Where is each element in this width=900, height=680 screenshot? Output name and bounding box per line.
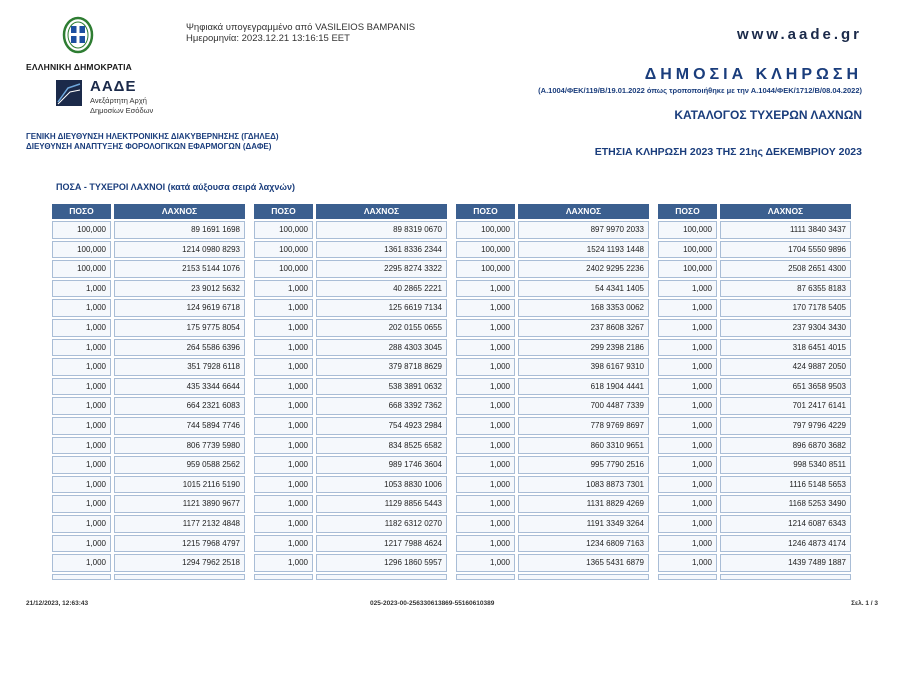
table-row xyxy=(658,319,851,337)
table-row xyxy=(254,456,447,474)
header-amount: ΠΟΣΟ xyxy=(52,204,111,219)
amount-cell: 1,000 xyxy=(456,397,515,415)
empty-cell xyxy=(518,574,649,580)
ticket-cell: 1015 2116 5190 xyxy=(114,476,245,494)
ticket-cell: 860 3310 9651 xyxy=(518,437,649,455)
table-row-empty xyxy=(254,574,447,580)
header-amount: ΠΟΣΟ xyxy=(254,204,313,219)
ticket-cell: 89 1691 1698 xyxy=(114,221,245,239)
amount-cell: 1,000 xyxy=(658,476,717,494)
table-row xyxy=(52,495,245,513)
amount-cell: 100,000 xyxy=(456,260,515,278)
amount-cell: 1,000 xyxy=(254,437,313,455)
aade-title: ΑΑΔΕ xyxy=(90,78,137,95)
table-row xyxy=(52,221,245,239)
ticket-cell: 995 7790 2516 xyxy=(518,456,649,474)
empty-cell xyxy=(114,574,245,580)
amount-cell: 1,000 xyxy=(52,319,111,337)
ticket-cell: 1177 2132 4848 xyxy=(114,515,245,533)
table-column-4 xyxy=(658,204,851,576)
ticket-cell: 618 1904 4441 xyxy=(518,378,649,396)
amount-cell: 1,000 xyxy=(456,358,515,376)
table-row xyxy=(658,456,851,474)
amount-cell: 1,000 xyxy=(254,417,313,435)
table-row xyxy=(658,260,851,278)
amount-cell: 1,000 xyxy=(658,535,717,553)
ticket-cell: 1439 7489 1887 xyxy=(720,554,851,572)
ticket-cell: 288 4303 3045 xyxy=(316,339,447,357)
amount-cell: 1,000 xyxy=(52,417,111,435)
table-row xyxy=(254,476,447,494)
amount-cell: 100,000 xyxy=(52,221,111,239)
directorate: ΔΙΕΥΘΥΝΣΗ ΑΝΑΠΤΥΞΗΣ ΦΟΡΟΛΟΓΙΚΩΝ ΕΦΑΡΜΟΓΩΝ (ΔΑΦΕ) xyxy=(26,142,272,151)
amount-cell: 100,000 xyxy=(456,221,515,239)
empty-cell xyxy=(456,574,515,580)
amount-cell: 1,000 xyxy=(456,476,515,494)
table-row xyxy=(52,554,245,572)
amount-cell: 1,000 xyxy=(52,535,111,553)
ticket-cell: 2295 8274 3322 xyxy=(316,260,447,278)
table-row xyxy=(254,378,447,396)
amount-cell: 1,000 xyxy=(456,299,515,317)
table-row xyxy=(254,221,447,239)
amount-cell: 1,000 xyxy=(456,495,515,513)
table-row xyxy=(658,417,851,435)
table-row xyxy=(254,339,447,357)
ticket-cell: 1182 6312 0270 xyxy=(316,515,447,533)
directorate-general: ΓΕΝΙΚΗ ΔΙΕΥΘΥΝΣΗ ΗΛΕΚΤΡΟΝΙΚΗΣ ΔΙΑΚΥΒΕΡΝΗΣΗΣ (ΓΔΗΛΕΔ) xyxy=(26,132,279,141)
ticket-cell: 1214 6087 6343 xyxy=(720,515,851,533)
table-column-2 xyxy=(254,204,447,576)
amount-cell: 1,000 xyxy=(658,515,717,533)
government-name: ΕΛΛΗΝΙΚΗ ΔΗΜΟΚΡΑΤΙΑ xyxy=(26,62,133,72)
ticket-cell: 125 6619 7134 xyxy=(316,299,447,317)
amount-cell: 1,000 xyxy=(658,319,717,337)
table-row-empty xyxy=(658,574,851,580)
amount-cell: 1,000 xyxy=(456,280,515,298)
ticket-cell: 778 9769 8697 xyxy=(518,417,649,435)
table-row xyxy=(254,319,447,337)
amount-cell: 1,000 xyxy=(456,515,515,533)
table-row xyxy=(456,417,649,435)
amount-cell: 1,000 xyxy=(52,437,111,455)
amount-cell: 1,000 xyxy=(456,417,515,435)
table-row xyxy=(658,299,851,317)
table-row xyxy=(52,397,245,415)
ticket-cell: 1361 8336 2344 xyxy=(316,241,447,259)
ticket-cell: 896 6870 3682 xyxy=(720,437,851,455)
amount-cell: 1,000 xyxy=(52,299,111,317)
ticket-cell: 40 2865 2221 xyxy=(316,280,447,298)
table-row xyxy=(658,397,851,415)
amount-cell: 1,000 xyxy=(254,554,313,572)
table-row xyxy=(658,241,851,259)
amount-cell: 1,000 xyxy=(456,437,515,455)
table-row xyxy=(254,280,447,298)
table-row xyxy=(254,437,447,455)
table-row xyxy=(254,241,447,259)
website-url: www.aade.gr xyxy=(737,26,862,43)
table-row xyxy=(52,456,245,474)
amount-cell: 100,000 xyxy=(52,260,111,278)
amount-cell: 1,000 xyxy=(456,535,515,553)
table-row xyxy=(456,378,649,396)
ticket-cell: 1121 3890 9677 xyxy=(114,495,245,513)
table-row xyxy=(456,358,649,376)
table-row xyxy=(456,339,649,357)
table-row xyxy=(52,515,245,533)
table-column-1 xyxy=(52,204,245,576)
table-header xyxy=(52,204,245,219)
ticket-cell: 700 4487 7339 xyxy=(518,397,649,415)
table-row xyxy=(456,280,649,298)
ticket-cell: 168 3353 0062 xyxy=(518,299,649,317)
amount-cell: 1,000 xyxy=(52,476,111,494)
ticket-cell: 897 9970 2033 xyxy=(518,221,649,239)
amount-cell: 1,000 xyxy=(52,339,111,357)
table-row xyxy=(658,476,851,494)
ticket-cell: 834 8525 6582 xyxy=(316,437,447,455)
ticket-cell: 651 3658 9503 xyxy=(720,378,851,396)
empty-cell xyxy=(254,574,313,580)
table-row xyxy=(658,339,851,357)
ticket-cell: 959 0588 2562 xyxy=(114,456,245,474)
amount-cell: 1,000 xyxy=(658,358,717,376)
table-row xyxy=(52,378,245,396)
ticket-cell: 424 9887 2050 xyxy=(720,358,851,376)
table-row xyxy=(254,554,447,572)
amount-cell: 1,000 xyxy=(254,535,313,553)
amount-cell: 100,000 xyxy=(658,260,717,278)
table-row xyxy=(456,535,649,553)
amount-cell: 1,000 xyxy=(658,495,717,513)
amount-cell: 1,000 xyxy=(456,339,515,357)
amount-cell: 100,000 xyxy=(658,241,717,259)
footer-code: 025-2023-00-256330613869-55160610389 xyxy=(370,600,495,607)
table-row xyxy=(52,299,245,317)
amount-cell: 100,000 xyxy=(254,241,313,259)
amount-cell: 100,000 xyxy=(456,241,515,259)
ticket-cell: 701 2417 6141 xyxy=(720,397,851,415)
amount-cell: 1,000 xyxy=(254,299,313,317)
ticket-cell: 1294 7962 2518 xyxy=(114,554,245,572)
amount-cell: 1,000 xyxy=(658,280,717,298)
ticket-cell: 202 0155 0655 xyxy=(316,319,447,337)
amount-cell: 1,000 xyxy=(254,456,313,474)
ticket-cell: 170 7178 5405 xyxy=(720,299,851,317)
amount-cell: 1,000 xyxy=(254,339,313,357)
table-row xyxy=(52,319,245,337)
ticket-cell: 1116 5148 5653 xyxy=(720,476,851,494)
table-row xyxy=(456,260,649,278)
ticket-cell: 87 6355 8183 xyxy=(720,280,851,298)
results-table xyxy=(52,204,852,576)
table-row xyxy=(456,515,649,533)
amount-cell: 1,000 xyxy=(52,495,111,513)
table-row xyxy=(456,299,649,317)
table-row xyxy=(52,358,245,376)
ticket-cell: 264 5586 6396 xyxy=(114,339,245,357)
table-row-empty xyxy=(456,574,649,580)
amount-cell: 1,000 xyxy=(254,476,313,494)
table-row xyxy=(52,241,245,259)
table-row xyxy=(456,554,649,572)
aade-subtitle-2: Δημοσίων Εσόδων xyxy=(90,106,154,115)
table-row xyxy=(52,280,245,298)
amount-cell: 1,000 xyxy=(254,280,313,298)
table-row xyxy=(254,535,447,553)
amount-cell: 1,000 xyxy=(52,397,111,415)
table-row xyxy=(254,495,447,513)
header-amount: ΠΟΣΟ xyxy=(456,204,515,219)
ticket-cell: 398 6167 9310 xyxy=(518,358,649,376)
aade-subtitle-1: Ανεξάρτητη Αρχή xyxy=(90,96,147,105)
amount-cell: 1,000 xyxy=(52,456,111,474)
table-row xyxy=(658,437,851,455)
ticket-cell: 664 2321 6083 xyxy=(114,397,245,415)
ticket-cell: 998 5340 8511 xyxy=(720,456,851,474)
table-row xyxy=(254,358,447,376)
amount-cell: 1,000 xyxy=(52,515,111,533)
ticket-cell: 1168 5253 3490 xyxy=(720,495,851,513)
ticket-cell: 89 8319 0670 xyxy=(316,221,447,239)
amount-cell: 1,000 xyxy=(456,319,515,337)
table-row xyxy=(254,417,447,435)
amount-cell: 1,000 xyxy=(52,554,111,572)
header-amount: ΠΟΣΟ xyxy=(658,204,717,219)
table-row xyxy=(254,299,447,317)
aade-logo-icon xyxy=(56,80,82,106)
ticket-cell: 1524 1193 1448 xyxy=(518,241,649,259)
amount-cell: 1,000 xyxy=(658,456,717,474)
table-row xyxy=(658,221,851,239)
table-header xyxy=(658,204,851,219)
ticket-cell: 1083 8873 7301 xyxy=(518,476,649,494)
header-ticket: ΛΑΧΝΟΣ xyxy=(720,204,851,219)
ticket-cell: 1234 6809 7163 xyxy=(518,535,649,553)
amount-cell: 1,000 xyxy=(658,299,717,317)
digital-signature-date: Ημερομηνία: 2023.12.21 13:16:15 EET xyxy=(186,33,350,44)
ticket-cell: 1215 7968 4797 xyxy=(114,535,245,553)
empty-cell xyxy=(720,574,851,580)
ticket-cell: 1246 4873 4174 xyxy=(720,535,851,553)
catalog-title: ΚΑΤΑΛΟΓΟΣ ΤΥΧΕΡΩΝ ΛΑΧΝΩΝ xyxy=(674,108,862,122)
ticket-cell: 435 3344 6644 xyxy=(114,378,245,396)
table-row xyxy=(456,319,649,337)
table-row xyxy=(456,437,649,455)
ticket-cell: 2153 5144 1076 xyxy=(114,260,245,278)
table-row xyxy=(52,260,245,278)
amount-cell: 1,000 xyxy=(254,515,313,533)
amount-cell: 1,000 xyxy=(658,397,717,415)
header-ticket: ΛΑΧΝΟΣ xyxy=(316,204,447,219)
amount-cell: 1,000 xyxy=(254,495,313,513)
ticket-cell: 237 9304 3430 xyxy=(720,319,851,337)
ticket-cell: 23 9012 5632 xyxy=(114,280,245,298)
table-row xyxy=(658,280,851,298)
draw-title: ΕΤΗΣΙΑ ΚΛΗΡΩΣΗ 2023 ΤΗΣ 21ης ΔΕΚΕΜΒΡΙΟΥ 2023 xyxy=(594,146,862,158)
table-row xyxy=(52,535,245,553)
ticket-cell: 754 4923 2984 xyxy=(316,417,447,435)
ticket-cell: 1131 8829 4269 xyxy=(518,495,649,513)
table-row xyxy=(52,417,245,435)
amount-cell: 100,000 xyxy=(254,221,313,239)
ticket-cell: 668 3392 7362 xyxy=(316,397,447,415)
ticket-cell: 1111 3840 3437 xyxy=(720,221,851,239)
ticket-cell: 237 8608 3267 xyxy=(518,319,649,337)
table-row xyxy=(456,476,649,494)
page-number: Σελ. 1 / 3 xyxy=(851,600,878,607)
ticket-cell: 1217 7988 4624 xyxy=(316,535,447,553)
ticket-cell: 1053 8830 1006 xyxy=(316,476,447,494)
footer-datetime: 21/12/2023, 12:63:43 xyxy=(26,600,89,607)
amount-cell: 1,000 xyxy=(52,378,111,396)
table-column-3 xyxy=(456,204,649,576)
amount-cell: 1,000 xyxy=(52,280,111,298)
page-title: ΔΗΜΟΣΙΑ ΚΛΗΡΩΣΗ xyxy=(644,66,862,83)
table-header xyxy=(456,204,649,219)
table-row xyxy=(456,456,649,474)
amount-cell: 1,000 xyxy=(254,378,313,396)
ticket-cell: 318 6451 4015 xyxy=(720,339,851,357)
ticket-cell: 54 4341 1405 xyxy=(518,280,649,298)
ticket-cell: 1365 5431 6879 xyxy=(518,554,649,572)
section-title: ΠΟΣΑ - ΤΥΧΕΡΟΙ ΛΑΧΝΟΙ (κατά αύξουσα σειρά λαχνών) xyxy=(56,182,295,192)
amount-cell: 100,000 xyxy=(52,241,111,259)
table-row xyxy=(658,554,851,572)
amount-cell: 1,000 xyxy=(254,358,313,376)
legal-reference: (Α.1004/ΦΕΚ/119/Β/19.01.2022 όπως τροποποιήθηκε με την Α.1044/ΦΕΚ/1712/Β/08.04.2022) xyxy=(538,86,862,95)
empty-cell xyxy=(52,574,111,580)
amount-cell: 1,000 xyxy=(658,437,717,455)
table-row xyxy=(52,339,245,357)
table-row xyxy=(456,397,649,415)
ticket-cell: 379 8718 8629 xyxy=(316,358,447,376)
amount-cell: 1,000 xyxy=(254,319,313,337)
amount-cell: 1,000 xyxy=(658,554,717,572)
table-row xyxy=(658,358,851,376)
table-row xyxy=(456,241,649,259)
ticket-cell: 2508 2651 4300 xyxy=(720,260,851,278)
table-row xyxy=(254,397,447,415)
table-row xyxy=(658,515,851,533)
table-row xyxy=(52,476,245,494)
ticket-cell: 351 7928 6118 xyxy=(114,358,245,376)
amount-cell: 100,000 xyxy=(254,260,313,278)
table-row xyxy=(254,260,447,278)
amount-cell: 1,000 xyxy=(254,397,313,415)
ticket-cell: 538 3891 0632 xyxy=(316,378,447,396)
amount-cell: 1,000 xyxy=(658,339,717,357)
empty-cell xyxy=(316,574,447,580)
ticket-cell: 1129 8856 5443 xyxy=(316,495,447,513)
amount-cell: 1,000 xyxy=(52,358,111,376)
ticket-cell: 124 9619 6718 xyxy=(114,299,245,317)
ticket-cell: 1191 3349 3264 xyxy=(518,515,649,533)
header-ticket: ΛΑΧΝΟΣ xyxy=(518,204,649,219)
amount-cell: 1,000 xyxy=(456,378,515,396)
amount-cell: 1,000 xyxy=(658,378,717,396)
ticket-cell: 1214 0980 8293 xyxy=(114,241,245,259)
table-row xyxy=(658,378,851,396)
amount-cell: 1,000 xyxy=(456,456,515,474)
ticket-cell: 175 9775 8054 xyxy=(114,319,245,337)
greek-emblem-icon xyxy=(62,16,94,54)
digital-signature-name: Ψηφιακά υπογεγραμμένο από VASILEIOS BAMPANIS xyxy=(186,22,416,33)
table-row xyxy=(52,437,245,455)
table-row xyxy=(254,515,447,533)
header-ticket: ΛΑΧΝΟΣ xyxy=(114,204,245,219)
table-row xyxy=(456,495,649,513)
amount-cell: 1,000 xyxy=(456,554,515,572)
table-row xyxy=(658,535,851,553)
empty-cell xyxy=(658,574,717,580)
amount-cell: 100,000 xyxy=(658,221,717,239)
ticket-cell: 1296 1860 5957 xyxy=(316,554,447,572)
table-row xyxy=(658,495,851,513)
ticket-cell: 299 2398 2186 xyxy=(518,339,649,357)
ticket-cell: 989 1746 3604 xyxy=(316,456,447,474)
ticket-cell: 806 7739 5980 xyxy=(114,437,245,455)
amount-cell: 1,000 xyxy=(658,417,717,435)
ticket-cell: 744 5894 7746 xyxy=(114,417,245,435)
ticket-cell: 797 9796 4229 xyxy=(720,417,851,435)
ticket-cell: 2402 9295 2236 xyxy=(518,260,649,278)
table-header xyxy=(254,204,447,219)
table-row-empty xyxy=(52,574,245,580)
table-row xyxy=(456,221,649,239)
ticket-cell: 1704 5550 9896 xyxy=(720,241,851,259)
